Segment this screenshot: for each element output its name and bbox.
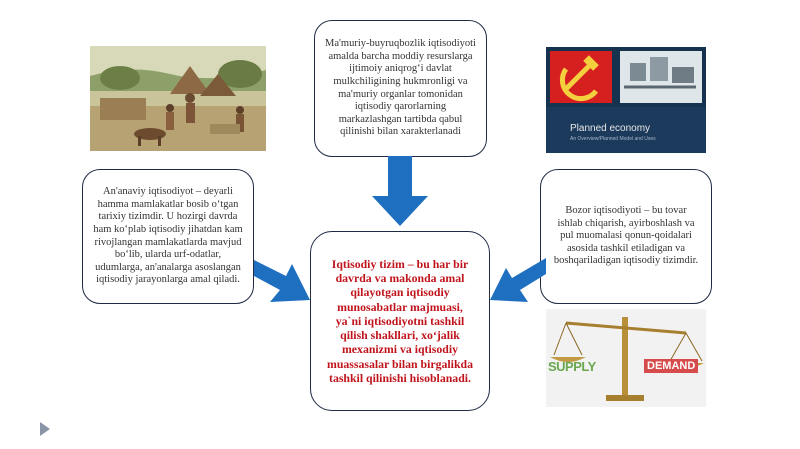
command-economy-text: Ma'muriy-buyruqbozlik iqtisodiyoti amalda barcha moddiy resurslarga ijtimoiy aniqrog‘i davlat mulkchiligining hukmronligi va ma'muriy organlar tomonidan iqtisodiy qarorlarning markazlashgan tartibda qabul qilinishi bilan xarakterlanadi xyxy=(325,38,476,138)
economic-system-box xyxy=(310,231,490,411)
planned-economy-image xyxy=(546,47,706,153)
planned-economy-subtitle: An Overview/Planned Model and Uses xyxy=(570,136,656,142)
arrow-left xyxy=(490,250,546,306)
economic-system-definition: Iqtisodiy tizim – bu har bir davrda va makonda amal qilayotgan iqtisodiy munosabatlar majmuasi, ya`ni iqtisodiyotni tashkil qilish shakllari, xo‘jalik mexanizmi va iqtisodiy muassasalar bilan birgalikda tashkil qilinishi hisoblanadi. xyxy=(327,257,473,385)
traditional-economy-text: An'anaviy iqtisodiyot – deyarli hamma mamlakatlar bosib o‘tgan tarixiy tizimdir. U hozirgi davrda ham ko‘plab iqtisodiy jihatdan kam rivojlangan mamlakatlarda mavjud bo‘lib, ularda urf-odatlar, udumlarga, an'analarga asoslangan iqtisodiy jarayonlarga amal qiladi. xyxy=(93,186,243,286)
arrow-right xyxy=(254,248,312,306)
supply-demand-image xyxy=(546,309,706,407)
slide-nav-arrow-icon[interactable] xyxy=(40,422,50,436)
demand-label: DEMAND xyxy=(644,359,698,373)
arrow-down xyxy=(372,156,428,226)
market-economy-box xyxy=(540,169,712,304)
command-economy-box xyxy=(314,20,487,157)
market-economy-text: Bozor iqtisodiyoti – bu tovar ishlab chiqarish, ayirboshlash va pul muomalasi qonun-qoidalari asosida tashkil etiladigan va boshqariladigan iqtisodiy tizimdir. xyxy=(553,205,699,267)
traditional-economy-box xyxy=(82,169,254,304)
traditional-village-image xyxy=(90,46,266,151)
planned-economy-title: Planned economy xyxy=(570,123,651,134)
supply-label: SUPPLY xyxy=(548,359,596,374)
